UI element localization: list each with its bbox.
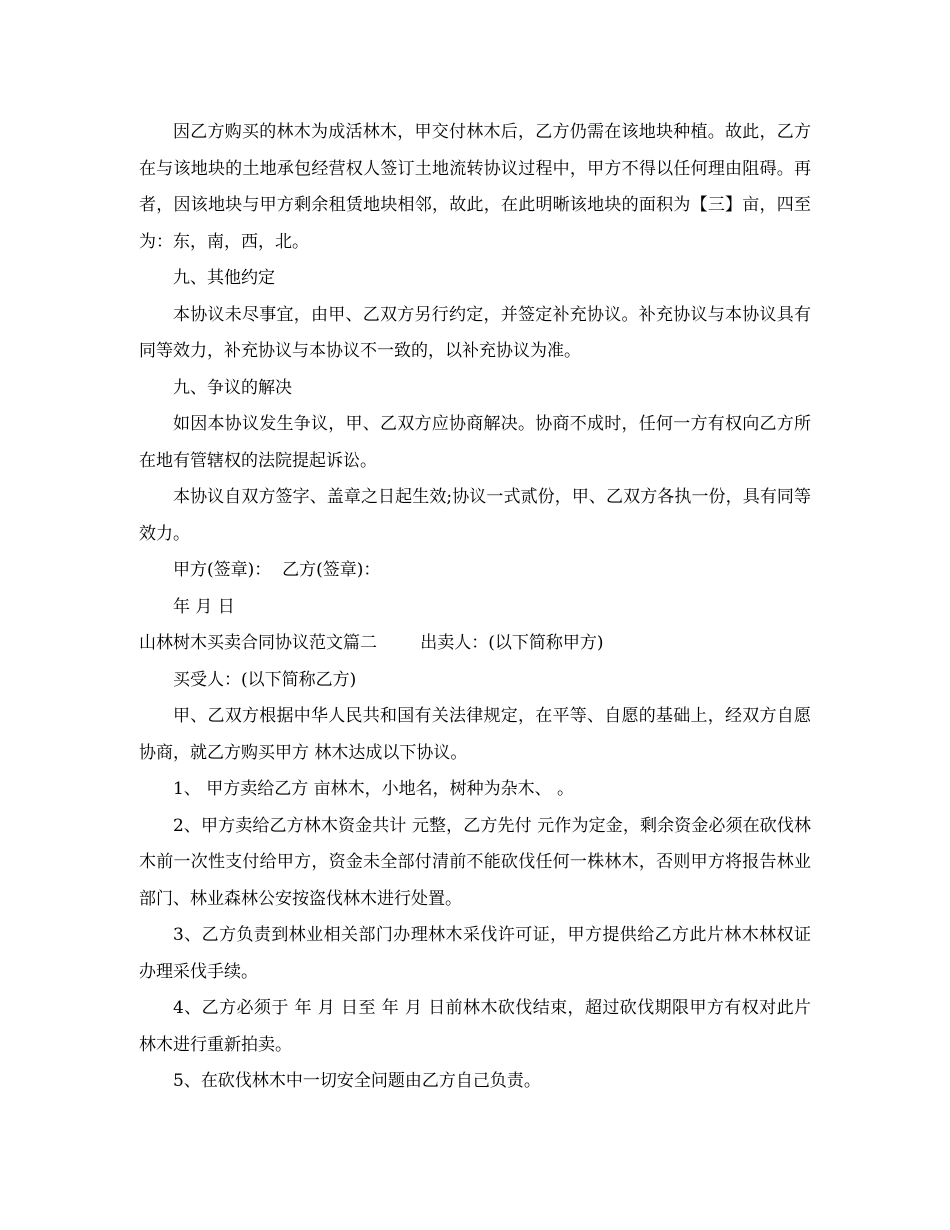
clause-3: 3、乙方负责到林业相关部门办理林木采伐许可证，甲方提供给乙方此片林木林权证办理采伐手续。 (139, 925, 811, 982)
heading-dispute-resolution: 九、争议的解决 (173, 377, 292, 398)
heading-other-agreements: 九、其他约定 (173, 268, 275, 288)
clause-4: 4、乙方必须于 年 月 日至 年 月 日前林木砍伐结束，超过砍伐期限甲方有权对此片林木进行重新拍卖。 (139, 998, 811, 1055)
clause-1: 1、 甲方卖给乙方 亩林木，小地名，树种为杂木、 。 (173, 779, 575, 799)
paragraph-effective-date: 本协议自双方签字、盖章之日起生效;协议一式贰份，甲、乙双方各执一份，具有同等效力。 (139, 487, 811, 544)
date-line: 年 月 日 (173, 596, 235, 617)
buyer-line: 买受人：(以下简称乙方) (173, 669, 357, 690)
paragraph-dispute-resolution: 如因本协议发生争议，甲、乙双方应协商解决。协商不成时，任何一方有权向乙方所在地有管辖权的法院提起诉讼。 (139, 414, 811, 471)
signature-line: 甲方(签章)： 乙方(签章)： (173, 560, 381, 580)
paragraph-land-transfer: 因乙方购买的林木为成活林木，甲交付林木后，乙方仍需在该地块种植。故此，乙方在与该地块的土地承包经营权人签订土地流转协议过程中，甲方不得以任何理由阻碍。再者，因该地块与甲方剩余租赁地块相邻，故此，在此明晰该地块的面积为【三】亩，四至为：东，南，西，北。 (139, 122, 811, 252)
clause-5: 5、在砍伐林木中一切安全问题由乙方自己负责。 (173, 1071, 541, 1091)
section-title-part-two: 山林树木买卖合同协议范文篇二 出卖人：(以下简称甲方) (139, 633, 604, 653)
paragraph-supplementary-agreement: 本协议未尽事宜，由甲、乙双方另行约定，并签定补充协议。补充协议与本协议具有同等效力，补充协议与本协议不一致的，以补充协议为准。 (139, 304, 811, 361)
clause-2: 2、甲方卖给乙方林木资金共计 元整，乙方先付 元作为定金，剩余资金必须在砍伐林木前一次性支付给甲方，资金未全部付清前不能砍伐任何一株林木，否则甲方将报告林业部门、林业森林公安按盗伐林木进行处置。 (139, 815, 811, 909)
document-body (139, 114, 811, 1100)
paragraph-preamble: 甲、乙双方根据中华人民共和国有关法律规定，在平等、自愿的基础上，经双方自愿协商，就乙方购买甲方 林木达成以下协议。 (139, 706, 811, 763)
